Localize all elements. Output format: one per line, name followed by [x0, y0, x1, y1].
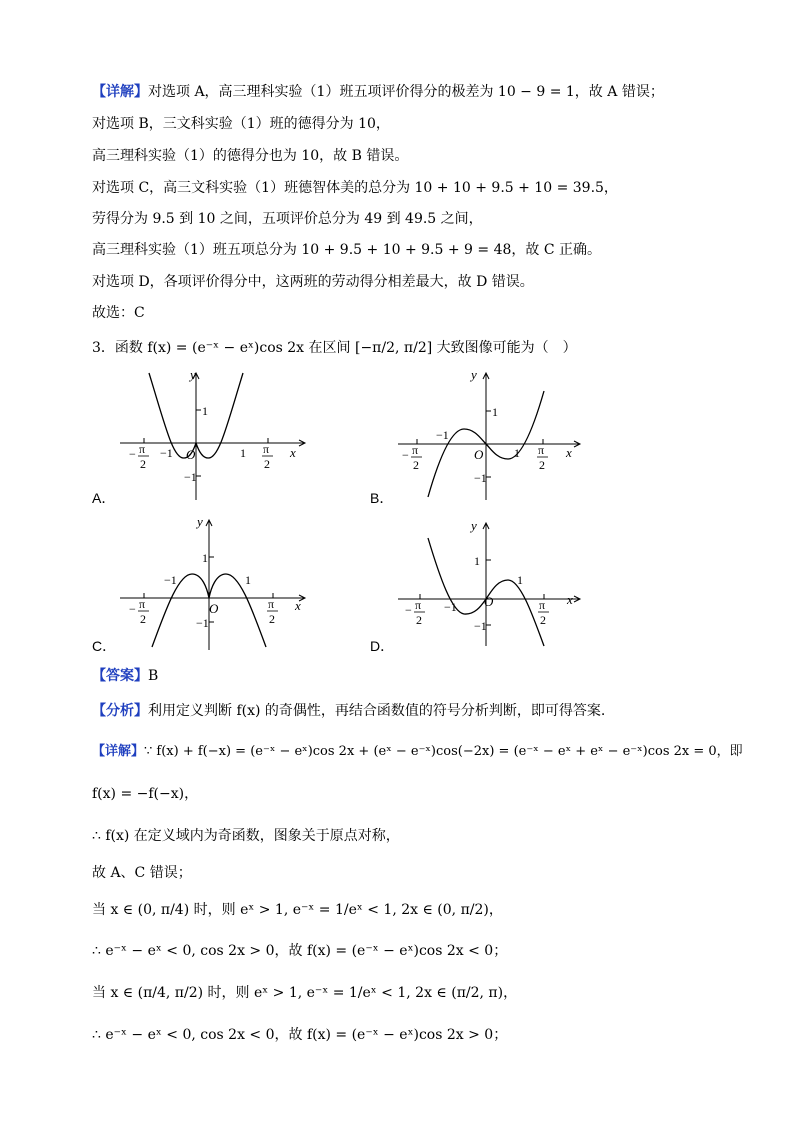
frac-den: 2 [413, 458, 419, 472]
x-neg1-label: −1 [436, 428, 449, 442]
y1-label: 1 [492, 405, 498, 419]
analysis-line: 【分析】利用定义判断 f(x) 的奇偶性，再结合函数值的符号分析判断，即可得答案. [92, 703, 606, 719]
pi-num: π [538, 443, 545, 457]
frac-den: 2 [140, 457, 146, 471]
detail-b-line-8: ∴ e⁻ˣ − eˣ < 0, cos 2x < 0，故 f(x) = (e⁻ˣ − eˣ)cos 2x > 0； [92, 1027, 508, 1043]
y-neg1-label: −1 [474, 619, 487, 633]
graph-a [110, 365, 310, 505]
x1-label: 1 [514, 446, 520, 460]
x1-label: 1 [245, 573, 251, 587]
pi-num: π [263, 442, 270, 456]
y-label: y [471, 367, 477, 382]
detail-b-line-2: f(x) = −f(−x)， [92, 786, 199, 802]
y-neg1-label: −1 [474, 471, 487, 485]
x-label: x [566, 445, 572, 460]
frac-den: 2 [140, 612, 146, 626]
x-neg1-label: −1 [160, 446, 173, 460]
detail-b-line-5: 当 x ∈ (0, π/4) 时，则 eˣ > 1, e⁻ˣ = 1/eˣ < 1, 2x ∈ (0, π/2)， [92, 902, 503, 918]
option-d-label: D． [370, 638, 395, 654]
y-label: y [471, 518, 477, 533]
frac-den: 2 [539, 458, 545, 472]
x-label: x [567, 592, 573, 607]
option-b-label: B． [370, 490, 394, 506]
frac-den: 2 [416, 613, 422, 627]
pi-num: π [412, 443, 419, 457]
detail-line-7: 对选项 D，各项评价得分中，这两班的劳动得分相差最大，故 D 错误。 [92, 274, 534, 290]
graph-d [390, 518, 590, 648]
graph-b [390, 365, 590, 505]
pi-num: π [139, 442, 146, 456]
detail-line-4: 对选项 C，高三文科实验（1）班德智体美的总分为 10 + 10 + 9.5 + 10 = 39.5， [92, 180, 618, 196]
y-label: y [190, 367, 196, 382]
x1-label: 1 [517, 573, 523, 587]
question-3: 3．函数 f(x) = (e⁻ˣ − eˣ)cos 2x 在区间 [−π/2, π/2] 大致图像可能为（ ） [92, 340, 577, 356]
detail-line-6: 高三理科实验（1）班五项总分为 10 + 9.5 + 10 + 9.5 + 9 = 48，故 C 正确。 [92, 242, 602, 258]
pi-num: π [539, 598, 546, 612]
detail-line-2: 对选项 B，三文科实验（1）班的德得分为 10， [92, 116, 390, 132]
y1-label: 1 [202, 551, 208, 565]
origin-label: O [186, 447, 196, 462]
detail-b-line-7: 当 x ∈ (π/4, π/2) 时，则 eˣ > 1, e⁻ˣ = 1/eˣ < 1, 2x ∈ (π/2, π)， [92, 985, 518, 1001]
origin-label: O [484, 594, 494, 609]
y-label: y [197, 514, 203, 529]
neg-sign: − [405, 603, 412, 617]
pi-num: π [139, 597, 146, 611]
origin-label: O [209, 601, 219, 616]
y1-label: 1 [202, 404, 208, 418]
neg-sign: − [129, 447, 136, 461]
y1-label: 1 [474, 554, 480, 568]
neg-sign: − [402, 448, 409, 462]
frac-den: 2 [264, 457, 270, 471]
x-label: x [290, 445, 296, 460]
conclusion-line: 故选：C [92, 305, 145, 321]
detail-line-3: 高三理科实验（1）的德得分也为 10，故 B 错误。 [92, 148, 409, 164]
x-neg1-label: −1 [164, 573, 177, 587]
frac-den: 2 [269, 612, 275, 626]
detail-b-line-3: ∴ f(x) 在定义域内为奇函数，图象关于原点对称， [92, 828, 400, 844]
detail-b-line-6: ∴ e⁻ˣ − eˣ < 0, cos 2x > 0，故 f(x) = (e⁻ˣ − eˣ)cos 2x < 0； [92, 943, 508, 959]
option-c-label: C． [92, 638, 117, 654]
frac-den: 2 [540, 613, 546, 627]
x-label: x [295, 598, 301, 613]
option-a-label: A． [92, 490, 116, 506]
x1-label: 1 [240, 446, 246, 460]
pi-num: π [268, 597, 275, 611]
detail-line-1: 【详解】对选项 A，高三理科实验（1）班五项评价得分的极差为 10 − 9 = 1，故 A 错误； [92, 84, 664, 100]
x-neg1-label: −1 [444, 600, 457, 614]
graph-c [110, 512, 310, 652]
pi-num: π [415, 598, 422, 612]
answer-line: 【答案】B [92, 668, 159, 684]
detail-b-line-4: 故 A、C 错误； [92, 865, 192, 881]
detail-b-line-1: 【详解】∵ f(x) + f(−x) = (e⁻ˣ − eˣ)cos 2x + (eˣ − e⁻ˣ)cos(−2x) = (e⁻ˣ − eˣ + eˣ − e⁻ˣ)cos 2x = 0，即 [92, 744, 743, 759]
neg-sign: − [129, 602, 136, 616]
detail-line-5: 劳得分为 9.5 到 10 之间，五项评价总分为 49 到 49.5 之间， [92, 211, 483, 227]
origin-label: O [474, 447, 484, 462]
y-neg1-label: −1 [184, 470, 197, 484]
y-neg1-label: −1 [196, 616, 209, 630]
